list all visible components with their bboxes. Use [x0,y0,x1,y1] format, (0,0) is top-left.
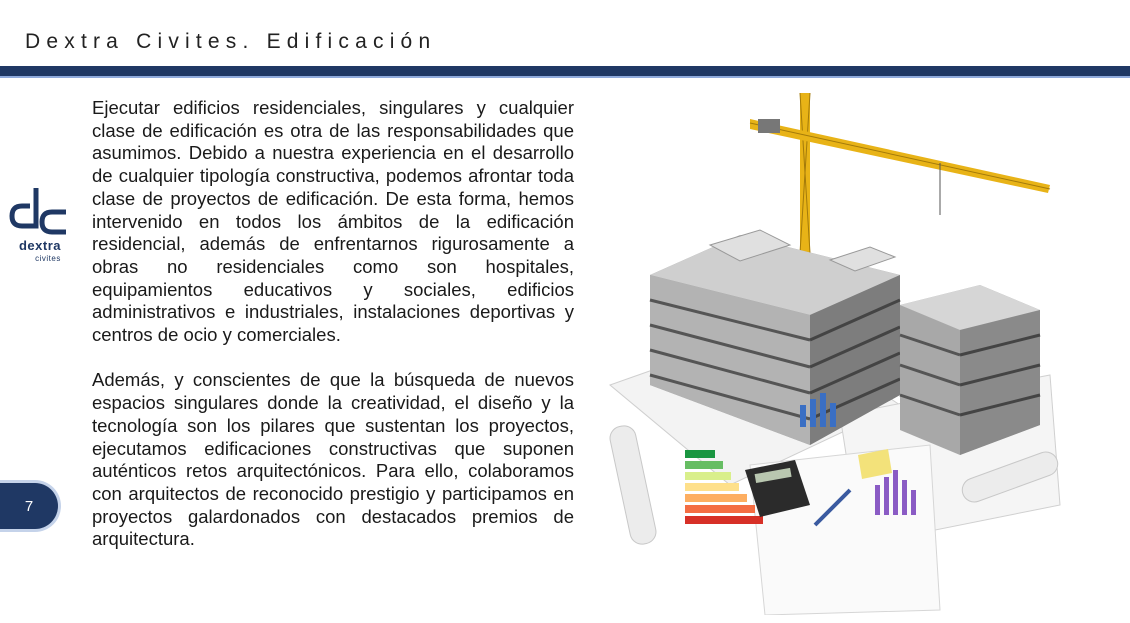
paragraph: Ejecutar edificios residenciales, singulares y cualquier clase de edificación es otra de las responsabilidades que asumimos. Debido a nuestra experiencia en el desarrollo de cualquier tipología constructiva, podemos afrontar toda clase de proyectos de edificación. De esta forma, hemos intervenido en todos los ámbitos de la edificación residencial, además de enfrentarnos rigurosamente a obras no residenciales como son hospitales, equipamientos educativos y sociales, edificios administrativos e industriales, instalaciones deportivas y centros de ocio y comerciales. [92,97,574,346]
dc-monogram-icon [8,186,72,238]
header-bar [0,66,1130,76]
logo-sub: civites [35,254,61,263]
logo-word: dextra [18,238,62,253]
page-number-badge: 7 [0,483,58,529]
dextra-civites-logo [8,186,72,270]
body-text [92,97,574,551]
building-construction-illustration [600,85,1070,615]
paragraph: Además, y conscientes de que la búsqueda de nuevos espacios singulares donde la creatividad, el diseño y la tecnología son los pilares que sustentan los proyectos, ejecutamos edificaciones constructivas que suponen auténticos retos arquitectónicos. Para ello, colaboramos con arquitectos de reconocido prestigio y participamos en proyectos galardonados con destacados premios de arquitectura. [92,369,574,550]
page-title: Dextra Civites. Edificación [25,30,437,53]
header-bar-accent [0,76,1130,78]
